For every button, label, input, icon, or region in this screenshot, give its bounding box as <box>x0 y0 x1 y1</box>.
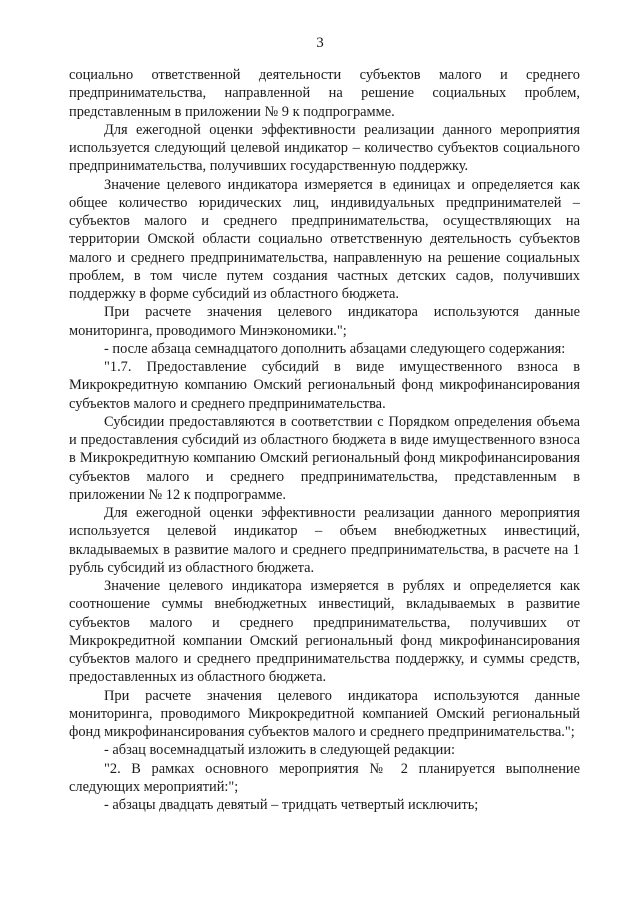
paragraph: При расчете значения целевого индикатора используются данные мониторинга, проводимого Минэкономики."; <box>69 304 580 339</box>
paragraph: "1.7. Предоставление субсидий в виде имущественного взноса в Микрокредитную компанию Омский региональный фонд микрофинансирования субъектов малого и среднего предпринимательства. <box>69 359 580 412</box>
paragraph: Для ежегодной оценки эффективности реализации данного мероприятия используется следующий целевой индикатор – количество субъектов социального предпринимательства, получивших государственную поддержку. <box>69 121 580 175</box>
paragraph: Значение целевого индикатора измеряется в единицах и определяется как общее количество юридических лиц, индивидуальных предпринимателей – субъектов малого и среднего предпринимательства, осуществляющих на территории Омской области социально ответственную деятельность субъектов малого и среднего предпринимательства, направленную на решение социальных проблем, в том числе путем создания частных детских садов, получивших поддержку в форме субсидий из областного бюджета. <box>69 176 580 302</box>
paragraph: Значение целевого индикатора измеряется в рублях и определяется как соотношение суммы внебюджетных инвестиций, вкладываемых в развитие субъектов малого и среднего предпринимательства, получивших от Микрокредитной компании Омский региональный фонд микрофинансирования субъектов малого и среднего предпринимательства поддержку, и суммы средств, предоставленных из областного бюджета. <box>69 578 580 686</box>
paragraph: - после абзаца семнадцатого дополнить абзацами следующего содержания: <box>104 340 566 357</box>
paragraph: - абзацы двадцать девятый – тридцать четвертый исключить; <box>104 797 479 813</box>
document-body <box>69 66 580 814</box>
paragraph: "2. В рамках основного мероприятия № 2 планируется выполнение следующих мероприятий:"; <box>69 760 580 795</box>
paragraph: социально ответственной деятельности субъектов малого и среднего предпринимательства, направленной на решение социальных проблем, представленным в приложении № 9 к подпрограмме. <box>69 67 580 120</box>
paragraph: Для ежегодной оценки эффективности реализации данного мероприятия используется целевой индикатор – объем внебюджетных инвестиций, вкладываемых в развитие малого и среднего предпринимательства, в расчете на 1 рубль субсидий из областного бюджета. <box>69 505 580 576</box>
paragraph: Субсидии предоставляются в соответствии с Порядком определения объема и предоставления субсидий из областного бюджета в виде имущественного взноса в Микрокредитную компанию Омский региональный фонд микрофинансирования субъектов малого и среднего предпринимательства, представленным в приложении № 12 к подпрограмме. <box>69 413 580 503</box>
paragraph: - абзац восемнадцатый изложить в следующей редакции: <box>104 742 456 759</box>
page-number: 3 <box>316 35 324 51</box>
paragraph: При расчете значения целевого индикатора используются данные мониторинга, проводимого Микрокредитной компанией Омский региональный фонд микрофинансирования субъектов малого и среднего предпринимательства."; <box>69 687 580 740</box>
